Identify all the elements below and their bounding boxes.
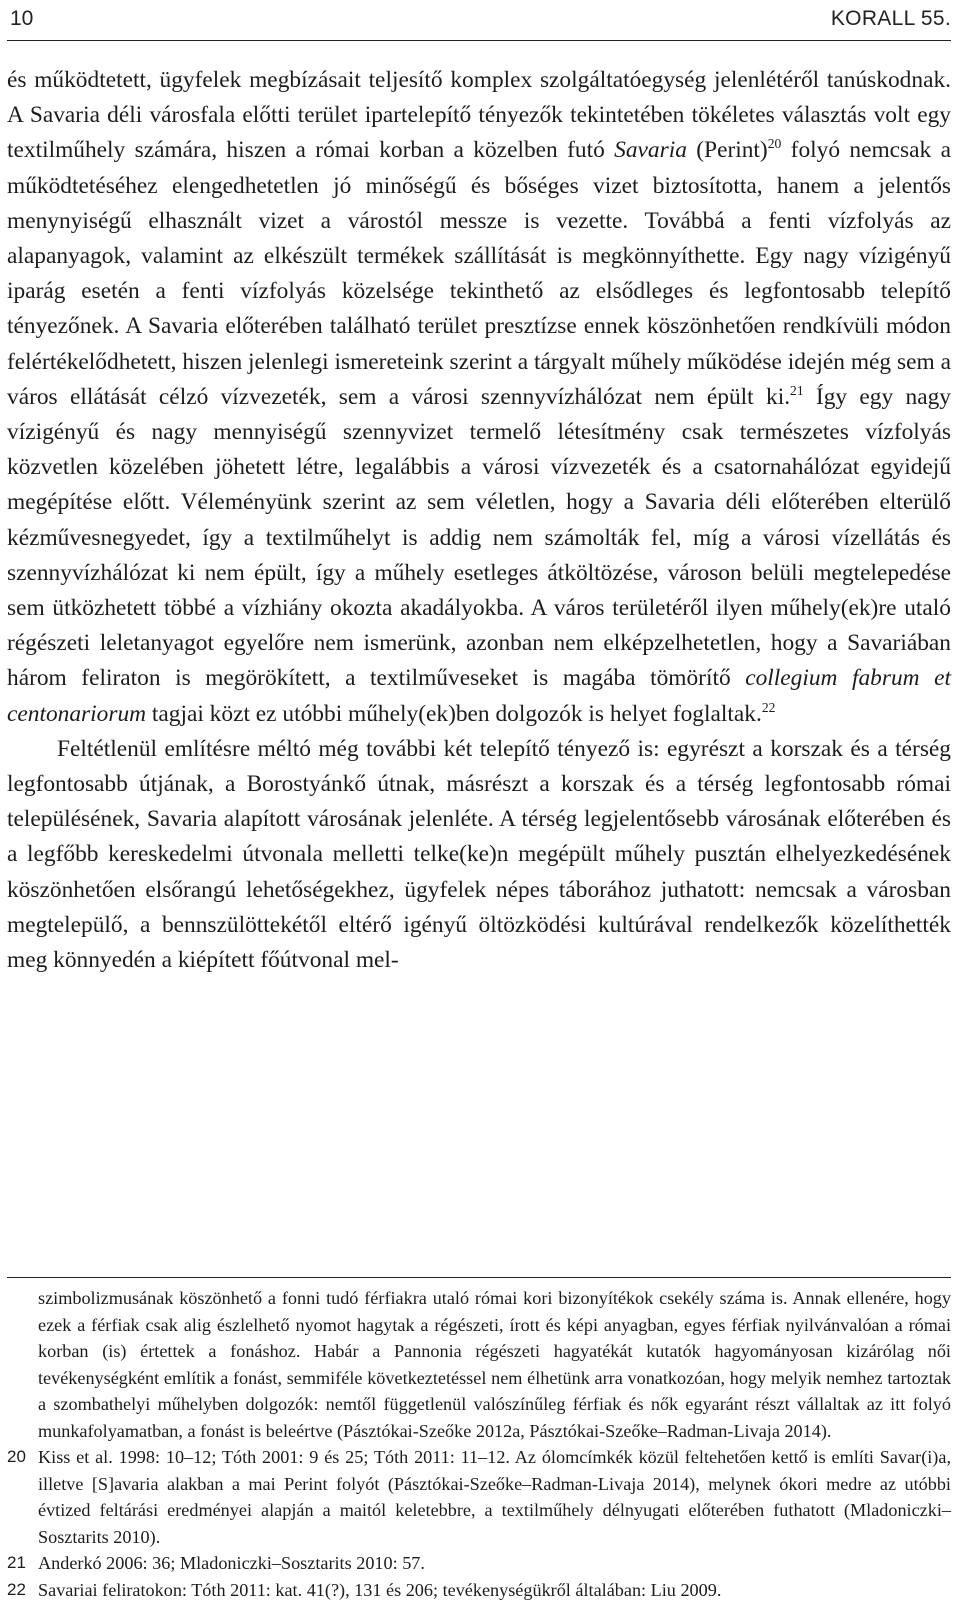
footnote-text: Anderkó 2006: 36; Mladoniczki–Sosztarits 2010: 57. (38, 1553, 425, 1573)
italic-term: collegium fabrum et centonariorum (7, 665, 951, 726)
page-number: 10 (10, 7, 33, 31)
footnote-ref-22[interactable]: 22 (762, 700, 776, 715)
footnote-21 (7, 1550, 951, 1577)
footnote-text: Kiss et al. 1998: 10–12; Tóth 2001: 9 és 25; Tóth 2011: 11–12. Az ólomcímkék közül feltehetően kettő is említi Savar(i)a, illetve [S]avaria alakban a mai Perint folyót (Pásztókai-Szeőke–Radman-Livaja 2014), melynek ókori medre az utóbbi évtized feltárási eredményei alapján a maitól keletebbre, a textilműhely délnyugati előterében futhatott (Mladoniczki–Sosztarits 2010). (38, 1447, 951, 1547)
paragraph: Feltétlenül említésre méltó még további két telepítő tényező is: egyrészt a korszak és a térség legfontosabb útjának, a Borostyánkő útnak, másrészt a korszak és a térség legfontosabb római településének, Savaria alapított városának jelenléte. A térség legjelentősebb városának előterében és a legfőbb kereskedelmi útvonala melletti telke(ke)n megépült műhely pusztán elhelyezkedésének köszönhetően elsőrangú lehetőségekhez, ügyfelek népes táborához juthatott: nemcsak a városban megtelepülő, a bennszülöttekétől eltérő igényű öltözködési kultúrával rendelkezők közelíthették meg könnyedén a kiépített főútvonal mel- (7, 732, 951, 978)
footnote-number: 22 (7, 1577, 26, 1603)
footnote-continuation: szimbolizmusának köszönhető a fonni tudó férfiakra utaló római kori bizonyítékok csekély száma is. Annak ellenére, hogy ezek a férfiak csak alig észlelhető nyomot hagytak a régészeti, írott és képi anyagban, egyes férfiak nyilvánvalóan a római korban (is) értettek a fonáshoz. Habár a Pannonia régészeti hagyatékát kutatók hagyományosan kizárólag női tevékenységként említik a fonást, semmiféle következtetéssel nem élhetünk arra vonatkozóan, hogy melyik nemhez tartoztak a szombathelyi műhelyben dolgozók: nemtől függetlenül valószínűleg férfiak és nők egyaránt részt vállaltak az itt folyó munkafolyamatban, a fonást is beleértve (Pásztókai-Szeőke 2012a, Pásztókai-Szeőke–Radman-Livaja 2014). (7, 1285, 951, 1444)
main-text (7, 63, 951, 978)
footnote-number: 20 (7, 1444, 26, 1471)
footnote-divider (7, 1277, 951, 1278)
footnote-number: 21 (7, 1550, 26, 1577)
footnote-20 (7, 1444, 951, 1550)
running-head: KORALL 55. (831, 7, 951, 31)
footnote-ref-21[interactable]: 21 (790, 383, 804, 398)
footnote-text: Savariai feliratokon: Tóth 2011: kat. 41(?), 131 és 206; tevékenységükről általában: Liu 2009. (38, 1580, 721, 1600)
footnote-22 (7, 1577, 951, 1603)
italic-term: Savaria (614, 137, 687, 163)
footnote-ref-20[interactable]: 20 (768, 137, 782, 152)
paragraph: és működtetett, ügyfelek megbízásait teljesítő komplex szolgáltatóegység jelenlétéről tanúskodnak. A Savaria déli városfala előtti terület ipartelepítő tényezők tekintetében tökéletes választás volt egy textilműhely számára, hiszen a római korban a közelben futó Savaria (Perint)$^{20}$ folyó nemcsak a működtetéséhez elengedhetetlen jó minőségű és bőséges vizet biztosította, hanem a jelentős menynyiségű elhasznált vizet a várostól messze is vezette. Továbbá a fenti vízfolyás az alapanyagok, valamint az elkészült termékek szállítását is megkönnyíthette. Egy nagy vízigényű iparág esetén a fenti vízfolyás közelsége tekinthető az elsődleges és legfontosabb telepítő tényezőnek. A Savaria előterében található terület presztízse ennek köszönhetően rendkívüli módon felértékelődhetett, hiszen jelenlegi ismereteink szerint a tárgyalt műhely működése idején még sem a város ellátását célzó vízvezeték, sem a városi szennyvízhálózat nem épült ki.$^{21}$ Így egy nagy vízigényű és nagy mennyiségű szennyvizet termelő létesítmény csak természetes vízfolyás közvetlen közelében jöhetett létre, legalábbis a városi vízvezeték és a csatornahálózat egyidejű megépítése előtt. Véleményünk szerint az sem véletlen, hogy a Savaria déli előterében elterülő kézművesnegyedet, így a textilműhelyt is addig nem számolták fel, míg a városi vízellátás és szennyvízhálózat ki nem épült, így a műhely esetleges átköltözése, városon belüli megtelepedése sem ütközhetett többé a vízhiány okozta akadályokba. A város területéről ilyen műhely(ek)re utaló régészeti leletanyagot egyelőre nem ismerünk, azonban nem elképzelhetetlen, hogy a Savariában három feliraton is megörökített, a textilműveseket is magába tömörítő collegium fabrum et centonariorum tagjai közt ez utóbbi műhely(ek)ben dolgozók is helyet foglaltak.$^{22}$ (7, 63, 951, 732)
footnotes (7, 1285, 951, 1603)
page-header (7, 0, 951, 41)
